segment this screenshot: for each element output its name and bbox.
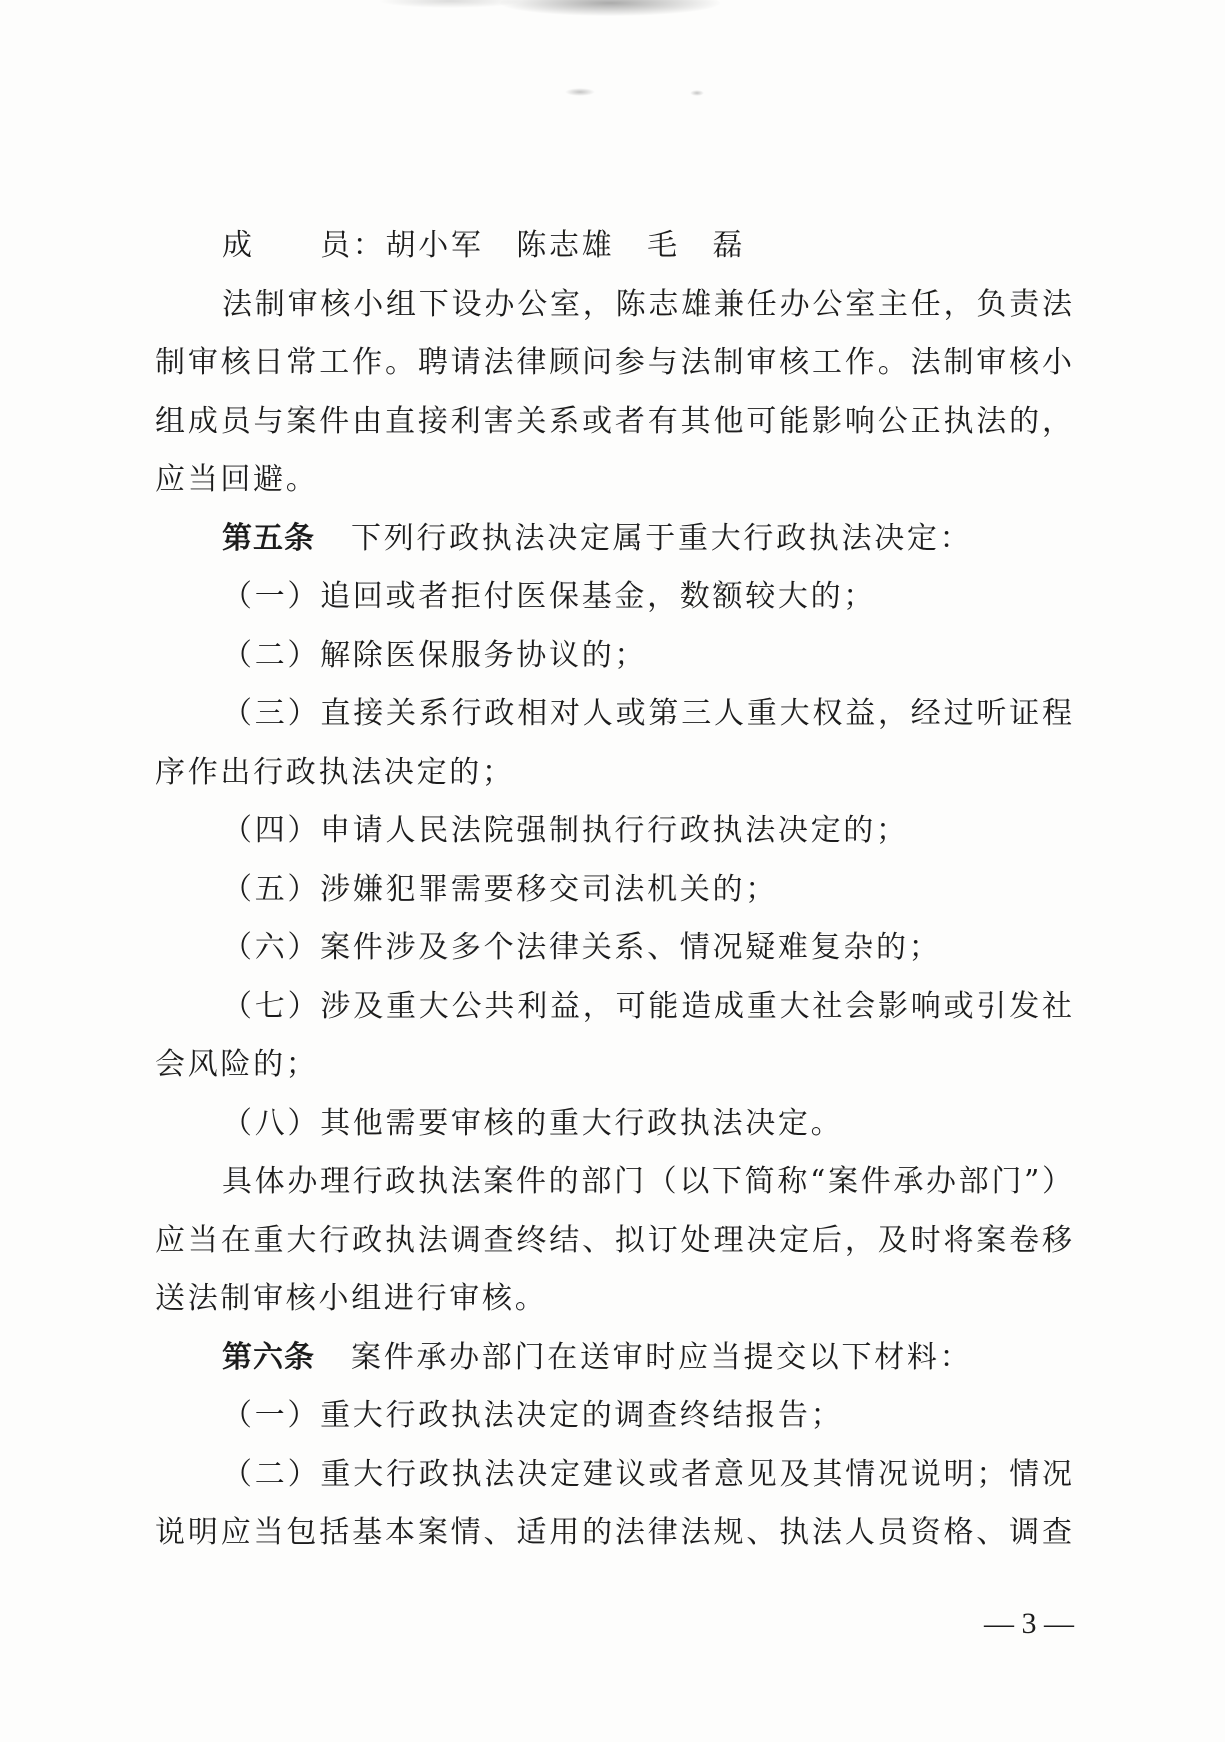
article-label: 第六条 bbox=[222, 1339, 315, 1375]
list-item-line: （八）其他需要审核的重大行政执法决定。 bbox=[222, 1105, 844, 1141]
article-intro: 案件承办部门在送审时应当提交以下材料： bbox=[351, 1339, 973, 1375]
paragraph-line: 应当在重大行政执法调查终结、拟订处理决定后，及时将案卷移 bbox=[155, 1222, 1072, 1258]
scan-smudge bbox=[690, 90, 704, 96]
paragraph-line: 具体办理行政执法案件的部门（以下简称“案件承办部门”） bbox=[222, 1164, 1072, 1199]
paragraph-line: 应当回避。 bbox=[155, 462, 319, 497]
members-line: 成 员：胡小军 陈志雄 毛 磊 bbox=[222, 228, 746, 263]
article-intro: 下列行政执法决定属于重大行政执法决定： bbox=[351, 520, 973, 556]
list-item-line: （四）申请人民法院强制执行行政执法决定的； bbox=[222, 813, 909, 848]
list-item-line: （二）解除医保服务协议的； bbox=[222, 637, 648, 673]
article-heading bbox=[155, 1329, 1072, 1388]
list-item-line: （六）案件涉及多个法律关系、情况疑难复杂的； bbox=[222, 930, 942, 965]
article-heading bbox=[155, 510, 1072, 569]
paragraph-line: 制审核日常工作。聘请法律顾问参与法制审核工作。法制审核小 bbox=[155, 345, 1072, 380]
list-item-line: （一）重大行政执法决定的调查终结报告； bbox=[222, 1398, 844, 1433]
scan-smudge bbox=[380, 0, 520, 8]
list-item-line: （五）涉嫌犯罪需要移交司法机关的； bbox=[222, 871, 778, 907]
paragraph-line: 法制审核小组下设办公室，陈志雄兼任办公室主任，负责法 bbox=[222, 286, 1072, 322]
list-item-line: 会风险的； bbox=[155, 1047, 319, 1082]
list-item-line: （三）直接关系行政相对人或第三人重大权益，经过听证程 bbox=[222, 696, 1072, 731]
scan-smudge bbox=[500, 0, 720, 16]
scan-smudge bbox=[565, 88, 595, 96]
paragraph-line: 组成员与案件由直接利害关系或者有其他可能影响公正执法的， bbox=[155, 403, 1072, 439]
list-item-line: （一）追回或者拒付医保基金，数额较大的； bbox=[222, 579, 876, 614]
list-item-line: 说明应当包括基本案情、适用的法律法规、执法人员资格、调查 bbox=[155, 1515, 1072, 1550]
list-item-line: （七）涉及重大公共利益，可能造成重大社会影响或引发社 bbox=[222, 988, 1072, 1024]
paragraph-line: 送法制审核小组进行审核。 bbox=[155, 1281, 548, 1316]
article-label: 第五条 bbox=[222, 520, 315, 556]
list-item-line: 序作出行政执法决定的； bbox=[155, 754, 515, 790]
list-item-line: （二）重大行政执法决定建议或者意见及其情况说明；情况 bbox=[222, 1456, 1072, 1492]
document-body bbox=[155, 217, 1072, 1563]
page-number: — 3 — bbox=[984, 1607, 1074, 1640]
